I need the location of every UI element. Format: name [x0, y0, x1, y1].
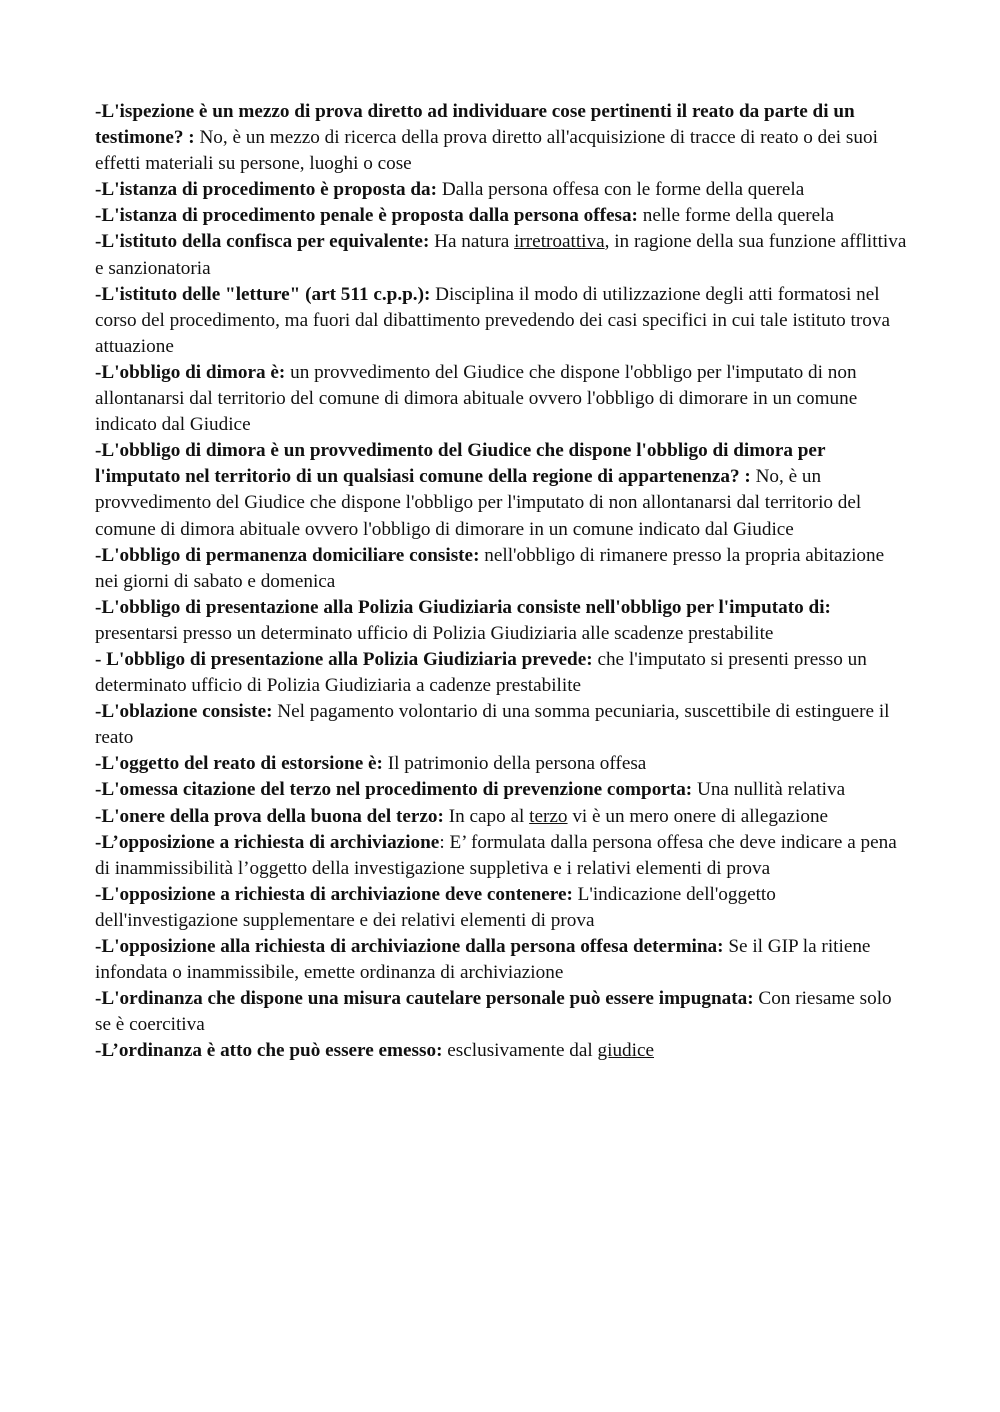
qa-entry — [95, 543, 910, 595]
qa-entry — [95, 986, 910, 1038]
question-text: -L'ordinanza che dispone una misura cautelare personale può essere impugnata: — [95, 988, 759, 1010]
answer-text: che l'imputato si presenti presso un determinato ufficio di Polizia Giudiziaria a cadenze prestabilite — [95, 648, 867, 697]
question-text: - L'obbligo di presentazione alla Polizia Giudiziaria prevede: — [95, 648, 598, 670]
answer-text: Nel pagamento volontario di una somma pecuniaria, suscettibile di estinguere il reato — [95, 701, 890, 749]
answer-text: Il patrimonio della persona offesa — [387, 753, 647, 775]
answer-underlined-term: terzo — [529, 805, 568, 827]
question-text: -L'obbligo di permanenza domiciliare consiste: — [95, 544, 485, 566]
question-text: -L'onere della prova della buona del terzo: — [95, 805, 449, 827]
question-text: -L'oggetto del reato di estorsione è: — [95, 753, 388, 775]
question-text: -L'istanza di procedimento penale è proposta dalla persona offesa: — [95, 205, 643, 227]
answer-text: esclusivamente dal — [447, 1040, 598, 1062]
answer-text: : E’ formulata dalla persona offesa che deve indicare a pena di inammissibilità l’oggetto della investigazione suppletiva e i relativi elementi di prova — [95, 831, 897, 879]
question-text: -L'istituto della confisca per equivalente: — [95, 231, 435, 253]
answer-underlined-term: irretroattiva — [514, 231, 605, 253]
question-text: -L'opposizione a richiesta di archiviazione deve contenere: — [95, 883, 578, 905]
answer-text: Disciplina il modo di utilizzazione degli atti formatosi nel corso del procedimento, ma fuori dal dibattimento prevedendo dei casi specifici in cui tale istituto trova attuazione — [95, 283, 890, 357]
qa-entry — [95, 647, 910, 699]
qa-entry — [95, 99, 910, 177]
question-text: -L'obbligo di dimora è: — [95, 361, 291, 383]
answer-text: un provvedimento del Giudice che dispone l'obbligo per l'imputato di non allontanarsi dal territorio del comune di dimora abituale ovvero l'obbligo di dimorare in un comune indicato dal Giudice — [95, 361, 858, 436]
question-text: -L'obbligo di dimora è un provvedimento del Giudice che dispone l'obbligo di dimora per l'imputato nel territorio di un qualsiasi comune della regione di appartenenza? : — [95, 440, 826, 488]
qa-entry — [95, 804, 910, 830]
answer-text: No, è un mezzo di ricerca della prova diretto all'acquisizione di tracce di reato o dei suoi effetti materiali su persone, luoghi o cose — [95, 127, 878, 175]
qa-entry — [95, 777, 910, 803]
answer-text: Con riesame solo se è coercitiva — [95, 988, 892, 1036]
qa-entry — [95, 203, 910, 229]
question-text: -L'ispezione è un mezzo di prova diretto ad individuare cose pertinenti il reato da parte di un testimone? : — [95, 101, 855, 149]
qa-entry — [95, 595, 910, 647]
question-text: -L'istituto delle "letture" (art 511 c.p.p.): — [95, 283, 436, 305]
answer-text: , in ragione della sua funzione afflittiva e sanzionatoria — [95, 231, 907, 279]
answer-text: Dalla persona offesa con le forme della querela — [441, 179, 805, 201]
answer-text: Una nullità relativa — [696, 779, 846, 801]
answer-text: presentarsi presso un determinato ufficio di Polizia Giudiziaria alle scadenze prestabilite — [95, 622, 774, 644]
answer-text: Se il GIP la ritiene infondata o inammissibile, emette ordinanza di archiviazione — [95, 936, 871, 984]
answer-text: nell'obbligo di rimanere presso la propria abitazione nei giorni di sabato e domenica — [95, 544, 885, 592]
qa-entry — [95, 229, 910, 281]
answer-text: nelle forme della querela — [642, 205, 834, 227]
answer-text: No, è un provvedimento del Giudice che dispone l'obbligo per l'imputato di non allontanarsi dal territorio del comune di dimora abituale ovvero l'obbligo di dimorare in un comune indicato dal Giudice — [95, 466, 862, 540]
qa-entry — [95, 282, 910, 360]
qa-entry — [95, 1038, 910, 1064]
qa-entry — [95, 751, 910, 777]
answer-text: In capo al — [448, 805, 530, 827]
question-text: -L'oblazione consiste: — [95, 701, 278, 723]
question-text: -L'opposizione alla richiesta di archiviazione dalla persona offesa determina: — [95, 936, 729, 957]
qa-entry — [95, 438, 910, 542]
answer-text: L'indicazione dell'oggetto dell'investigazione supplementare e dei relativi elementi di prova — [95, 883, 776, 931]
question-text: -L'omessa citazione del terzo nel procedimento di prevenzione comporta: — [95, 779, 697, 801]
answer-text: Ha natura — [434, 231, 515, 253]
question-text: -L'obbligo di presentazione alla Polizia Giudiziaria consiste nell'obbligo per l'imputato di: — [95, 596, 831, 618]
qa-entry — [95, 699, 910, 751]
qa-entry — [95, 360, 910, 438]
qa-entry — [95, 177, 910, 203]
document-page — [95, 99, 910, 1064]
qa-entry — [95, 830, 910, 882]
answer-text: vi è un mero onere di allegazione — [567, 805, 829, 827]
question-text: -L’opposizione a richiesta di archiviazione — [95, 831, 440, 853]
answer-underlined-term: giudice — [597, 1040, 654, 1062]
question-text: -L’ordinanza è atto che può essere emesso: — [95, 1040, 448, 1062]
qa-entry — [95, 934, 910, 986]
question-text: -L'istanza di procedimento è proposta da: — [95, 179, 442, 201]
qa-entry — [95, 882, 910, 934]
